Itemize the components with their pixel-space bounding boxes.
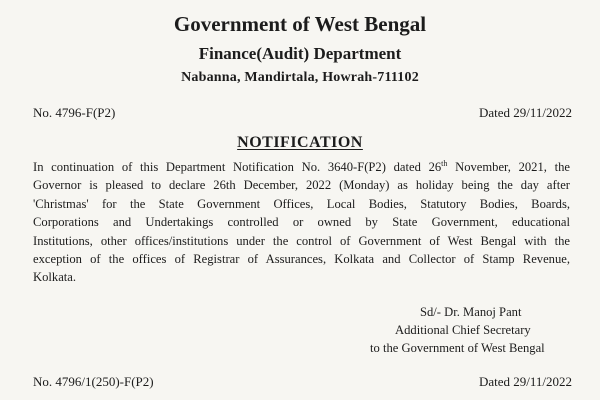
signatory-organization: to the Government of West Bengal — [370, 340, 545, 355]
memo-date-copy: Dated 29/11/2022 — [478, 374, 572, 389]
notification-body — [33, 158, 570, 287]
department-heading: Finance(Audit) Department — [198, 44, 402, 63]
body-line-5: Institutions, other offices/institutions under the control of Government of West Bengal with the — [33, 233, 570, 248]
signatory-designation: Additional Chief Secretary — [395, 322, 531, 337]
government-heading: Government of West Bengal — [173, 12, 427, 36]
body-line-7: Kolkata. — [33, 270, 77, 285]
signatory-name: Sd/- Dr. Manoj Pant — [420, 305, 522, 319]
memo-date: Dated 29/11/2022 — [478, 105, 572, 120]
signature-block — [350, 304, 580, 357]
address-heading: Nabanna, Mandirtala, Howrah-711102 — [181, 70, 419, 85]
notification-title-text: NOTIFICATION — [237, 134, 363, 151]
body-line-1-b: November, 2021, the — [447, 160, 570, 174]
body-line-1 — [33, 158, 570, 176]
body-line-3: 'Christmas' for the State Government Offices, Local Bodies, Statutory Bodies, Boards, — [33, 196, 570, 211]
notification-title — [0, 134, 600, 152]
body-line-1-superscript: th — [441, 158, 448, 168]
memo-number: No. 4796-F(P2) — [33, 105, 116, 120]
memo-number-copy: No. 4796/1(250)-F(P2) — [33, 374, 154, 389]
body-line-6: exception of the offices of Registrar of Assurances, Kolkata and Collector of Stamp Revenue, — [33, 252, 570, 267]
body-line-2: Governor is pleased to declare 26th December, 2022 (Monday) as holiday being the day after — [33, 178, 570, 193]
body-line-1-a: In continuation of this Department Notification No. 3640-F(P2) dated 26 — [33, 160, 442, 174]
body-line-4: Corporations and Undertakings controlled or owned by State Government, educational — [33, 215, 570, 230]
